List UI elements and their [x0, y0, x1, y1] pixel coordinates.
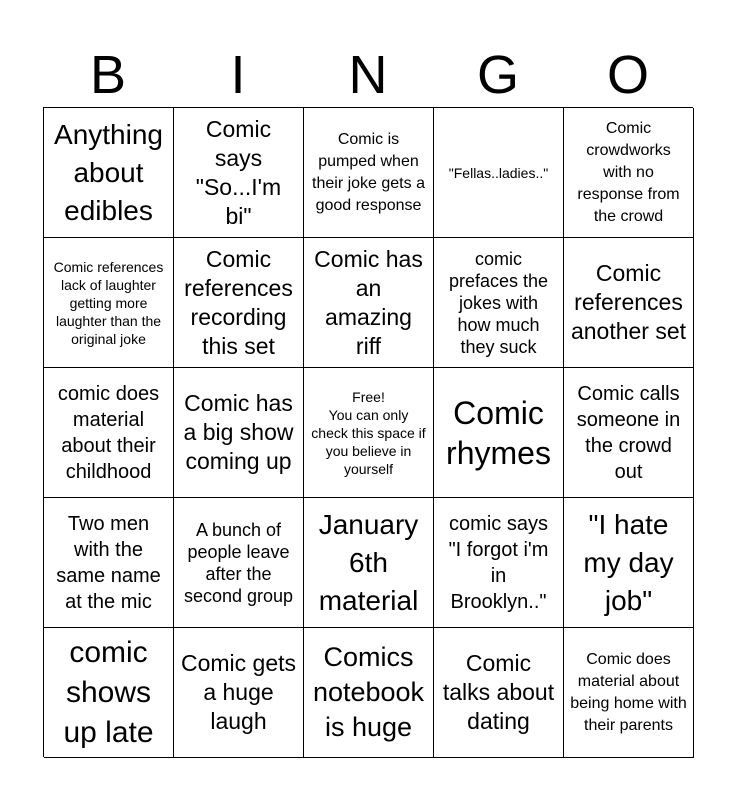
bingo-cell[interactable]	[304, 238, 434, 368]
cell-text: comic says "I forgot i'm in Brooklyn.."	[448, 512, 549, 613]
cell-text: Comic does material about being home with their parents	[570, 650, 687, 734]
cell-text: Comic references another set	[570, 260, 687, 344]
bingo-cell[interactable]	[564, 238, 694, 368]
bingo-cell[interactable]	[174, 108, 304, 238]
cell-text: Comic rhymes	[446, 394, 551, 471]
bingo-cell[interactable]	[434, 368, 564, 498]
bingo-cell[interactable]	[44, 238, 174, 368]
cell-text: A bunch of people leave after the second group	[183, 519, 294, 606]
cell-text: comic prefaces the jokes with how much they suck	[448, 248, 549, 357]
bingo-cell[interactable]	[434, 498, 564, 628]
cell-text: Two men with the same name at the mic	[56, 512, 161, 613]
bingo-cell[interactable]	[174, 498, 304, 628]
bingo-cell[interactable]	[434, 108, 564, 238]
bingo-cell[interactable]	[174, 238, 304, 368]
cell-text: Comic has an amazing riff	[314, 245, 423, 359]
cell-text: Anything about edibles	[54, 118, 163, 226]
header-letter-o: O	[606, 45, 649, 105]
header-letter-n: N	[348, 45, 388, 105]
bingo-cell[interactable]	[564, 498, 694, 628]
cell-text: comic shows up late	[63, 635, 154, 749]
cell-text: comic does material about their childhood	[57, 382, 160, 483]
cell-text: Comic talks about dating	[442, 650, 555, 734]
bingo-board	[43, 107, 693, 757]
bingo-cell[interactable]	[434, 628, 564, 758]
cell-text: "Fellas..ladies.."	[448, 164, 549, 181]
header-letter-i: I	[230, 45, 246, 105]
cell-text: Comic calls someone in the crowd out	[576, 382, 681, 483]
bingo-cell[interactable]	[564, 628, 694, 758]
bingo-cell[interactable]	[304, 628, 434, 758]
cell-text: "I hate my day job"	[583, 508, 674, 616]
cell-text: Comic references recording this set	[184, 245, 293, 359]
header-letter-b: B	[89, 45, 127, 105]
cell-text: Comic references lack of laughter getting more laughter than the original joke	[53, 258, 164, 347]
bingo-cell[interactable]	[44, 498, 174, 628]
bingo-cell[interactable]	[174, 628, 304, 758]
bingo-cell[interactable]	[174, 368, 304, 498]
bingo-cell[interactable]	[304, 498, 434, 628]
bingo-cell[interactable]	[564, 368, 694, 498]
free-space-cell[interactable]	[304, 368, 434, 498]
cell-text: Free! You can only check this space if you believe in yourself	[311, 388, 426, 477]
bingo-header	[43, 44, 693, 106]
bingo-cell[interactable]	[44, 628, 174, 758]
bingo-cell[interactable]	[564, 108, 694, 238]
cell-text: Comic is pumped when their joke gets a good response	[312, 130, 425, 214]
cell-text: Comic has a big show coming up	[183, 390, 294, 474]
header-letter-g: G	[476, 45, 519, 105]
cell-text: Comic says "So...I'm bi"	[195, 115, 282, 229]
bingo-cell[interactable]	[44, 108, 174, 238]
cell-text: Comics notebook is huge	[312, 642, 425, 742]
cell-text: January 6th material	[318, 508, 419, 616]
cell-text: Comic gets a huge laugh	[180, 650, 297, 734]
bingo-cell[interactable]	[44, 368, 174, 498]
bingo-cell[interactable]	[304, 108, 434, 238]
cell-text: Comic crowdworks with no response from the crowd	[577, 119, 680, 225]
bingo-cell[interactable]	[434, 238, 564, 368]
